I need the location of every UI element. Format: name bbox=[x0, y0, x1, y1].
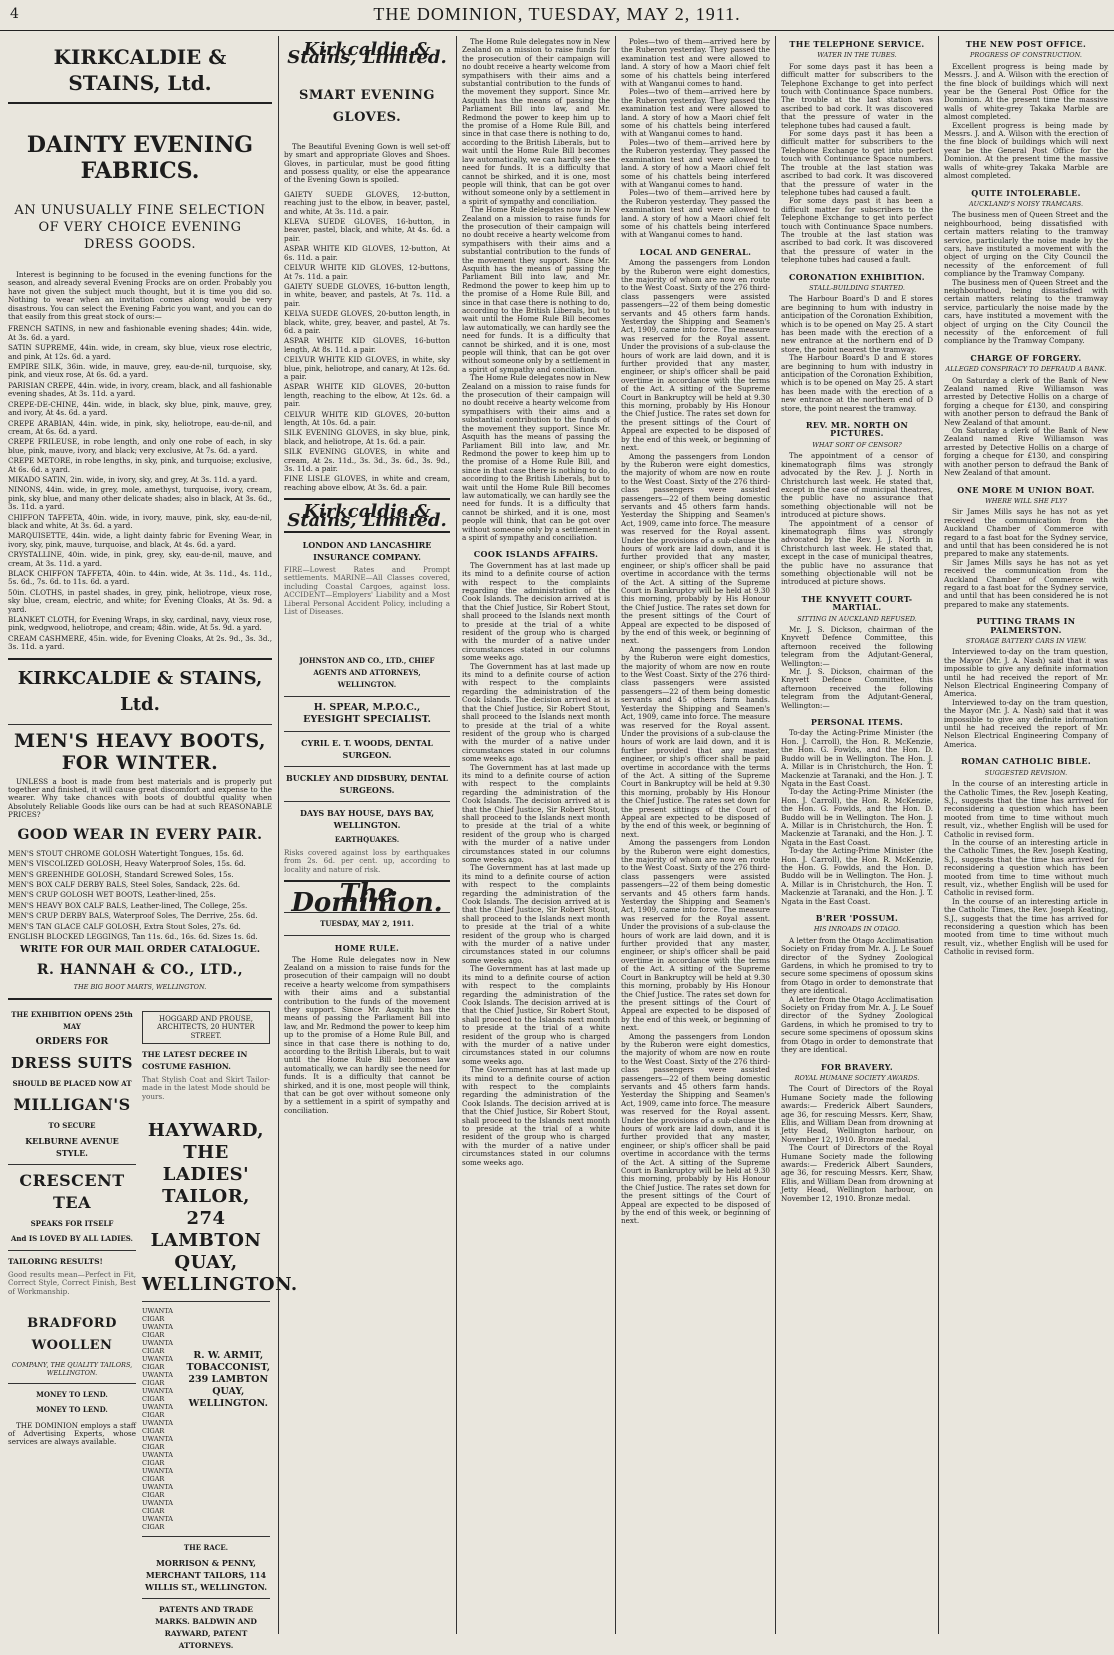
editorial-body: The Home Rule delegates now in New Zealand on a mission to raise funds for the prosecution of their campaign will no doubt receive a hearty welcome from sympathisers with their aims and a substantial contribution to the funds of the movement they support. Since Mr. Asquith has the means of passing the Parliament Bill into law, and Mr. Redmond the power to keep him up to the promise of a Home Rule Bill, and since in that case there is nothing to do, according to the British Liberals, but to wait until the Home Rule Bill becomes law automatically, we can hardly see the need for funds. It is a difficulty that cannot be shirked, and it is one, most people will think, that can be got over without someone only by a settlement in a spirit of sympathy and conciliation. bbox=[462, 205, 610, 374]
tel-body: For some days past it has been a difficult matter for subscribers to the Telephone Exchange to get into perfect touch with Continuance Space numbers. The trouble at the last station was ascribed to bad cork. It was discovered that the pressure of water in the telephone tubes had caused a fault. bbox=[781, 129, 933, 197]
placed-now: SHOULD BE PLACED NOW AT bbox=[12, 1078, 132, 1088]
editorial-body: The Home Rule delegates now in New Zealand on a mission to raise funds for the prosecution of their campaign will no doubt receive a hearty welcome from sympathisers with their aims and a substantial contribution to the funds of the movement they support. Since Mr. Asquith has the means of passing the Parliament Bill into law, and Mr. Redmond the power to keep him up to the promise of a Home Rule Bill, and since in that case there is nothing to do, according to the British Liberals, but to wait until the Home Rule Bill becomes law automatically, we can hardly see the need for funds. It is a difficulty that cannot be shirked, and it is one, most people will think, that can be got over without someone only by a settlement in a spirit of sympathy and conciliation. bbox=[462, 37, 610, 206]
cigar-brand-line: UWANTA CIGAR bbox=[142, 1322, 173, 1339]
tailoring: TAILORING RESULTS! bbox=[8, 1256, 103, 1266]
glove-list bbox=[284, 191, 450, 492]
column-rule bbox=[278, 36, 279, 1634]
tel-title: THE TELEPHONE SERVICE. bbox=[789, 39, 925, 49]
catholic-body: In the course of an interesting article in the Catholic Times, the Rev. Joseph Keating, S.J., suggests that the time has arrived for reconsidering a question which has been mooted from time to time without much result, viz., whether English will be used for Catholic in revised form. bbox=[944, 896, 1108, 957]
continuation: Poles—two of them—arrived here by the Ruberon yesterday. They passed the examination test and were allowed to land. A story of how a Maori chief felt some of his chattels being interfered with at Wanganui comes to hand. bbox=[621, 137, 770, 189]
race-heading: THE RACE. bbox=[183, 1542, 229, 1552]
list-item: KLEVA SUEDE GLOVES, 16-button, in beaver, pastel, black, and white, At 4s. 6d. a pair. bbox=[284, 217, 450, 243]
divider bbox=[8, 998, 272, 1000]
boot-list bbox=[8, 850, 272, 942]
list-item: CREPE ARABIAN, 44in. wide, in pink, sky, heliotrope, eau-de-nil, and cream, At 6s. 6d. a yard. bbox=[8, 418, 272, 436]
column-4 bbox=[621, 38, 770, 1633]
list-item: ASPAR WHITE KID GLOVES, 20-button length, reaching to the elbow, At 12s. 6d. a pair. bbox=[284, 382, 450, 409]
catholic-title: ROMAN CATHOLIC BIBLE. bbox=[960, 756, 1092, 767]
local-body: Among the passengers from London by the Ruberon were eight domestics, the majority of whom are now en route to the West Coast. Sixty of the 276 third-class passengers were assisted passengers—22 of them being domestic servants and 45 others farm hands. Yesterday the Shipping and Seamen's Act, 1909, came into force. The measure was reserved for the Royal assent. Under the provisions of a sub-clause the hours of work are laid down, and it is further provided that any master, engineer, or ship's officer shall be paid overtime in accordance with the terms of the Act. A sitting of the Supreme Court in Bankruptcy will be held at 9.30 this morning, probably by His Honour the Chief Justice. The rates set down for the present sittings of the Court of Appeal are expected to be disposed of by the end of this week, or beginning of next. bbox=[621, 1031, 770, 1226]
hayward: HAYWARD, THE LADIES' TAILOR, 274 LAMBTON QUAY, WELLINGTON. bbox=[142, 1119, 298, 1295]
boots-title: MEN'S HEAVY BOOTS, FOR WINTER. bbox=[13, 729, 267, 774]
hannah-name: R. HANNAH & CO., LTD., bbox=[36, 962, 244, 979]
ad-title: DAINTY EVENING FABRICS. bbox=[26, 132, 254, 184]
coronation-sub: STALL-BUILDING STARTED. bbox=[809, 283, 905, 292]
cigar-brand-line: UWANTA CIGAR bbox=[142, 1402, 173, 1419]
speaks: SPEAKS FOR ITSELF bbox=[30, 1218, 114, 1228]
cigar-brand-line: UWANTA CIGAR bbox=[142, 1498, 173, 1515]
personal-body: To-day the Acting-Prime Minister (the Hon. J. Carroll), the Hon. R. McKenzie, the Hon. G. Fowlds, and the Hon. D. Buddo will be in Wellington. The Hon. J. A. Millar is in Christchurch, the Hon. T. Mackenzie at Taranaki, and the Hon. J. T. Ngata in the East Coast. bbox=[781, 728, 933, 788]
divider bbox=[142, 1598, 270, 1599]
advertiser-name: KIRKCALDIE & STAINS, Ltd. bbox=[17, 667, 263, 715]
armit: R. W. ARMIT, TOBACCONIST, 239 LAMBTON QUAY, WELLINGTON. bbox=[186, 1349, 270, 1409]
column-5 bbox=[781, 38, 933, 1633]
crescent-tea: CRESCENT TEA bbox=[19, 1170, 125, 1212]
days-bay-ad: DAYS BAY HOUSE, DAYS BAY, WELLINGTON. bbox=[299, 808, 435, 831]
quite-body: The business men of Queen Street and the neighbourhood, being dissatisfied with certain matters relating to the tramway service, particularly the noise made by the cars, have instituted a movement with the object of urging on the City Council the necessity of the enforcement of full compliance by the Tramway Company. bbox=[944, 277, 1108, 346]
cigar-brand-line: UWANTA CIGAR bbox=[142, 1354, 173, 1371]
cook-body: The Government has at last made up its mind to a definite course of action with respect to the complaints regarding the administration of the Cook Islands. The decision arrived at is that the Chief Justice, Sir Robert Stout, shall proceed to the Islands next month to preside at the trial of a white resident of the group who is charged with the murder of a native under circumstances stated in our columns some weeks ago. bbox=[462, 964, 610, 1066]
divider bbox=[8, 1383, 136, 1384]
text-block: That Stylish Coat and Skirt Tailor-made in the latest Mode should be yours. bbox=[142, 1074, 270, 1101]
list-item: SILK EVENING GLOVES, in white and cream, At 2s. 11d., 3s. 3d., 3s. 6d., 3s. 9d., 3s. 11d. a pair. bbox=[284, 447, 450, 474]
putting-body: Interviewed to-day on the tram question, the Mayor (Mr. J. A. Nash) said that it was impossible to give any definite information until he had received the report of Mr. Nelson Electrical Engineering Company of America. bbox=[944, 697, 1108, 749]
list-item: MEN'S GREENHIDE GOLOSH, Standard Screwed Soles, 15s. bbox=[8, 869, 234, 879]
putting-title: PUTTING TRAMS IN PALMERSTON. bbox=[976, 616, 1076, 635]
putting-body: Interviewed to-day on the tram question, the Mayor (Mr. J. A. Nash) said that it was impossible to give any definite information until he had received the report of Mr. Nelson Electrical Engineering Company of America. bbox=[944, 647, 1108, 699]
cook-body: The Government has at last made up its mind to a definite course of action with respect to the complaints regarding the administration of the Cook Islands. The decision arrived at is that the Chief Justice, Sir Robert Stout, shall proceed to the Islands next month to preside at the trial of a white resident of the group who is charged with the murder of a native under circumstances stated in our columns some weeks ago. bbox=[462, 560, 610, 663]
list-item: ASPAR WHITE KID GLOVES, 16-button length, At 8s. 11d. a pair. bbox=[284, 336, 450, 354]
continuation: Poles—two of them—arrived here by the Ruberon yesterday. They passed the examination test and were allowed to land. A story of how a Maori chief felt some of his chattels being interfered with at Wanganui comes to hand. bbox=[621, 37, 770, 89]
bradford-sub: COMPANY, THE QUALITY TAILORS, WELLINGTON. bbox=[11, 1360, 133, 1378]
possum-body: A letter from the Otago Acclimatisation Society on Friday from Mr. A. J. Le Souef director of the Sydney Zoological Gardens, in which he promised to try to secure some specimens of opossum skins from Otago in order to demonstrate that they are identical. bbox=[781, 935, 933, 996]
cigar-brand-line: UWANTA CIGAR bbox=[142, 1466, 173, 1483]
cigar-brand-line: UWANTA CIGAR bbox=[142, 1386, 173, 1403]
union-sub: WHERE WILL SHE FLY? bbox=[985, 496, 1067, 505]
list-item: CREPE METORE, in robe lengths, in sky, pink, and turquoise; exclusive, At 6s. 6d. a yard. bbox=[8, 456, 272, 474]
catholic-body: In the course of an interesting article in the Catholic Times, the Rev. Joseph Keating, S.J., suggests that the time has arrived for reconsidering a question which has been mooted from time to time without much result, viz., whether English will be used for Catholic in revised form. bbox=[944, 779, 1108, 839]
list-item: MEN'S TAN GLACE CALF GOLOSH, Extra Stout Soles, 27s. 6d. bbox=[8, 921, 241, 931]
kelburne: KELBURNE AVENUE STYLE. bbox=[25, 1135, 119, 1158]
divider bbox=[284, 731, 450, 732]
divider bbox=[8, 102, 272, 104]
list-item: CELVUR WHITE KID GLOVES, 12-buttons, At 7s. 11d. a pair. bbox=[284, 263, 450, 281]
union-title: ONE MORE M UNION BOAT. bbox=[957, 484, 1095, 495]
column-rule bbox=[775, 36, 776, 1634]
post-body: Excellent progress is being made by Messrs. J. and A. Wilson with the erection of the fine block of buildings which will next year be the General Post Office for the Dominion. At the present time the massive walls of white-grey Takaka Marble are almost completed. bbox=[944, 120, 1108, 181]
coronation-body: The Harbour Board's D and E stores are beginning to hum with industry in anticipation of the Coronation Exhibition, which is to be opened on May 25. A start has been made with the erection of a new entrance at the northern end of D store, the point nearest the tramway. bbox=[781, 353, 933, 413]
page-number: 4 bbox=[10, 6, 19, 22]
ad-intro: Interest is beginning to be focused in the evening functions for the season, and already several Evening Frocks are on order. Probably you have not given the subject much thought, but it is time you did so. Nothing to wear when an invitation comes along would be very disastrous. You can select the Evening Fabric you want, and you can do that easily from this great stock of ours:— bbox=[8, 270, 272, 322]
list-item: BLACK CHIFFON TAFFETA, 40in. to 44in. wide, At 3s. 11d., 4s. 11d., 5s. 6d., 7s. 6d. to 11s. 6d. a yard. bbox=[8, 569, 272, 587]
list-item: CRYSTALLINE, 40in. wide, in pink, grey, sky, eau-de-nil, mauve, and cream, At 3s. 11d. a yard. bbox=[8, 550, 272, 568]
editorial-title: HOME RULE. bbox=[334, 943, 400, 954]
cigar-brand-line: UWANTA CIGAR bbox=[142, 1338, 173, 1355]
column-2 bbox=[284, 38, 450, 1633]
list-item: ASPAR WHITE KID GLOVES, 12-button, At 6s. 11d. a pair. bbox=[284, 244, 450, 262]
latest-decree: THE LATEST DECREE IN COSTUME FASHION. bbox=[142, 1049, 248, 1071]
list-item: GAIETY SUEDE GLOVES, 16-button length, in white, beaver, and pastels, At 7s. 11d. a pair. bbox=[284, 281, 450, 308]
advertiser-name: Kirkcaldie & Stains, Limited. bbox=[287, 39, 447, 69]
list-item: MEN'S CRUP DERBY BALS, Waterproof Soles, The Derrive, 25s. 6d. bbox=[8, 911, 258, 921]
north-sub: WHAT SORT OF CENSOR? bbox=[812, 440, 902, 449]
lower-ads-right bbox=[142, 1006, 298, 1655]
divider bbox=[142, 1536, 270, 1537]
orders-for: ORDERS FOR bbox=[35, 1035, 109, 1047]
knyvett-body: Mr. J. S. Dickson, chairman of the Knyvett Defence Committee, this afternoon received the following telegram from the Adjutant-General, Wellington:— bbox=[781, 667, 933, 710]
boots-intro: UNLESS a boot is made from best materials and is properly put together and finished, it will cause great discomfort and expense to the wearer. Why take chances with boots of doubtful quality when Absolutely Reliable Goods like ours can be had at such REASONABLE PRICES? bbox=[8, 776, 272, 820]
possum-body: A letter from the Otago Acclimatisation Society on Friday from Mr. A. J. Le Souef director of the Sydney Zoological Gardens, in which he promised to try to secure some specimens of opossum skins from Otago in order to demonstrate that they are identical. bbox=[781, 994, 933, 1055]
cigar-brand-line: UWANTA CIGAR bbox=[142, 1482, 173, 1499]
editorial-masthead: The Dominion. bbox=[291, 879, 443, 918]
list-item: EMPIRE SILK, 36in. wide, in mauve, grey, eau-de-nil, turquoise, sky, pink, and vieux rose, At 6s. 6d. a yard. bbox=[8, 362, 272, 380]
cigar-ad bbox=[142, 1307, 270, 1531]
buckley-ad: BUCKLEY AND DIDSBURY, DENTAL SURGEONS. bbox=[286, 773, 448, 796]
cigar-brand-line: UWANTA CIGAR bbox=[142, 1418, 173, 1435]
knyvett-body: Mr. J. S. Dickson, chairman of the Knyvett Defence Committee, this afternoon received the following telegram from the Adjutant-General, Wellington:— bbox=[781, 625, 933, 668]
list-item: NINONS, 44in. wide, in grey, mole, amethyst, turquoise, ivory, cream, pink, sky blue, and many other delicate shades; also in black, At 3s. 6d., 3s. 11d. a yard. bbox=[8, 485, 272, 512]
catalogue-line: WRITE FOR OUR MAIL ORDER CATALOGUE. bbox=[19, 944, 260, 956]
dress-suits: DRESS SUITS bbox=[11, 1053, 133, 1072]
possum-sub: HIS INROADS IN OTAGO. bbox=[813, 925, 901, 934]
divider bbox=[284, 531, 450, 533]
north-title: REV. MR. NORTH ON PICTURES. bbox=[805, 420, 909, 439]
catholic-body: In the course of an interesting article in the Catholic Times, the Rev. Joseph Keating, S.J., suggests that the time has arrived for reconsidering a question which has been mooted from time to time without much result, viz., whether English will be used for Catholic in revised form. bbox=[944, 837, 1108, 898]
tel-body: For some days past it has been a difficult matter for subscribers to the Telephone Exchange to get into perfect touch with Continuance Space numbers. The trouble at the last station was ascribed to bad cork. It was discovered that the pressure of water in the telephone tubes had caused a fault. bbox=[781, 196, 933, 265]
masthead bbox=[0, 0, 1114, 31]
cook-body: The Government has at last made up its mind to a definite course of action with respect to the complaints regarding the administration of the Cook Islands. The decision arrived at is that the Chief Justice, Sir Robert Stout, shall proceed to the Islands next month to preside at the trial of a white resident of the group who is charged with the murder of a native under circumstances stated in our columns some weeks ago. bbox=[462, 762, 610, 864]
list-item: CREPE-DE-CHINE, 44in. wide, in black, sky blue, pink, mauve, grey, and ivory, At 4s. 6d. a yard. bbox=[8, 399, 272, 418]
quite-title: QUITE INTOLERABLE. bbox=[971, 187, 1081, 198]
quite-sub: AUCKLAND'S NOISY TRAMCARS. bbox=[968, 199, 1084, 208]
list-item: FRENCH SATINS, in new and fashionable evening shades; 44in. wide, At 3s. 6d. a yard. bbox=[8, 324, 272, 342]
money-to-lend: MONEY TO LEND. bbox=[36, 1389, 108, 1399]
personal-body: To-day the Acting-Prime Minister (the Hon. J. Carroll), the Hon. R. McKenzie, the Hon. G. Fowlds, and the Hon. D. Buddo will be in Wellington. The Hon. J. A. Millar is in Christchurch, the Hon. T. Mackenzie at Taranaki, and the Hon. J. T. Ngata in the East Coast. bbox=[781, 787, 933, 847]
personal-body: To-day the Acting-Prime Minister (the Hon. J. Carroll), the Hon. R. McKenzie, the Hon. G. Fowlds, and the Hon. D. Buddo will be in Wellington. The Hon. J. A. Millar is in Christchurch, the Hon. T. Mackenzie at Taranaki, and the Hon. J. T. Ngata in the East Coast. bbox=[781, 846, 933, 906]
list-item: MEN'S STOUT CHROME GOLOSH Watertight Tongues, 15s. 6d. bbox=[8, 848, 244, 858]
bradford: BRADFORD WOOLLEN bbox=[27, 1315, 117, 1353]
column-1 bbox=[8, 38, 298, 1650]
north-body: The appointment of a censor of kinematograph films was strongly advocated by the Rev. J. J. North in Christchurch last week. He stated that, except in the case of municipal theatres, the public have no assurance that something objectionable will not be introduced at picture shows. bbox=[781, 518, 933, 587]
forgery-title: CHARGE OF FORGERY. bbox=[970, 352, 1082, 363]
catholic-sub: SUGGESTED REVISION. bbox=[984, 768, 1068, 777]
hannah-sub: THE BIG BOOT MARTS, WELLINGTON. bbox=[73, 983, 207, 992]
divider bbox=[284, 498, 450, 500]
local-body: Among the passengers from London by the Ruberon were eight domestics, the majority of whom are now en route to the West Coast. Sixty of the 276 third-class passengers were assisted passengers—22 of them being domestic servants and 45 others farm hands. Yesterday the Shipping and Seamen's Act, 1909, came into force. The measure was reserved for the Royal assent. Under the provisions of a sub-clause the hours of work are laid down, and it is further provided that any master, engineer, or ship's officer shall be paid overtime in accordance with the terms of the Act. A sitting of the Supreme Court in Bankruptcy will be held at 9.30 this morning, probably by His Honour the Chief Justice. The rates set down for the present sittings of the Court of Appeal are expected to be disposed of by the end of this week, or beginning of next. bbox=[621, 451, 770, 646]
divider bbox=[284, 696, 450, 697]
cigar-brand-line: UWANTA CIGAR bbox=[142, 1306, 173, 1323]
cigar-brand-line: UWANTA CIGAR bbox=[142, 1434, 173, 1451]
bravery-body: The Court of Directors of the Royal Humane Society made the following awards:— Frederick Albert Saunders, age 36, for rescuing Messrs. Kerr, Shaw, Ellis, and William Dean from drowning at Jetty Head, Wellington harbour, on November 12, 1910. Bronze medal. bbox=[781, 1084, 933, 1144]
coronation-body: The Harbour Board's D and E stores are beginning to hum with industry in anticipation of the Coronation Exhibition, which is to be opened on May 25. A start has been made with the erection of a new entrance at the northern end of D store, the point nearest the tramway. bbox=[781, 294, 933, 354]
list-item: MIKADO SATIN, 2in. wide, in ivory, sky, and grey, At 3s. 11d. a yard. bbox=[8, 474, 258, 484]
column-rule bbox=[456, 36, 457, 1634]
bravery-title: FOR BRAVERY. bbox=[820, 1061, 894, 1072]
forgery-body: On Saturday a clerk of the Bank of New Zealand named Rive Williamson was arrested by Detective Hollis on a charge of forging a cheque for £130, and conspiring with another person to defraud the Bank of New Zealand of that amount. bbox=[944, 426, 1108, 478]
lower-ads-left bbox=[8, 1006, 136, 1655]
cigar-brand-line: UWANTA CIGAR bbox=[142, 1370, 173, 1387]
earthquakes: EARTHQUAKES. bbox=[334, 835, 400, 845]
knyvett-title: THE KNYVETT COURT-MARTIAL. bbox=[801, 593, 913, 613]
continuation: Poles—two of them—arrived here by the Ruberon yesterday. They passed the examination test and were allowed to land. A story of how a Maori chief felt some of his chattels being interfered with at Wanganui comes to hand. bbox=[621, 188, 770, 240]
post-body: Excellent progress is being made by Messrs. J. and A. Wilson with the erection of the fine block of buildings which will next year be the General Post Office for the Dominion. At the present time the massive walls of white-grey Takaka Marble are almost completed. bbox=[944, 61, 1108, 122]
insurance-ad: LONDON AND LANCASHIRE INSURANCE COMPANY. bbox=[302, 540, 432, 563]
list-item: 50in. CLOTHS, in pastel shades, in grey, pink, heliotrope, vieux rose, sky blue, cream, electric, and white; for Evening Cloaks, At 3s. 9d. a yard. bbox=[8, 587, 272, 614]
divider bbox=[284, 766, 450, 767]
quite-body: The business men of Queen Street and the neighbourhood, being dissatisfied with certain matters relating to the tramway service, particularly the noise made by the cars, have instituted a movement with the object of urging on the City Council the necessity of the enforcement of full compliance by the Tramway Company. bbox=[944, 210, 1108, 279]
divider bbox=[8, 658, 272, 660]
list-item: MEN'S HEAVY BOX CALF BALS, Leather-lined, The College, 25s. bbox=[8, 900, 248, 910]
editorial-body: The Home Rule delegates now in New Zealand on a mission to raise funds for the prosecution of their campaign will no doubt receive a hearty welcome from sympathisers with their aims and a substantial contribution to the funds of the movement they support. Since Mr. Asquith has the means of passing the Parliament Bill into law, and Mr. Redmond the power to keep him up to the promise of a Home Rule Bill, and since in that case there is nothing to do, according to the British Liberals, but to wait until the Home Rule Bill becomes law automatically, we can hardly see the need for funds. It is a difficulty that cannot be shirked, and it is one, most people will think, that can be got over without someone only by a settlement in a spirit of sympathy and conciliation. bbox=[462, 373, 610, 542]
continuation: Poles—two of them—arrived here by the Ruberon yesterday. They passed the examination test and were allowed to land. A story of how a Maori chief felt some of his chattels being interfered with at Wanganui comes to hand. bbox=[621, 87, 770, 139]
divider bbox=[8, 724, 272, 725]
milligans: MILLIGAN'S bbox=[13, 1094, 131, 1114]
gloves-intro: The Beautiful Evening Gown is well set-off by smart and appropriate Gloves and Shoes. Gloves, in particular, must be good fitting and possess quality, or else the appearance of the Evening Gown is spoiled. bbox=[284, 141, 450, 185]
woods-ad: CYRIL E. T. WOODS, DENTAL SURGEON. bbox=[301, 738, 433, 761]
list-item: MEN'S CRUP GOLOSH WET BOOTS, Leather-lined, 25s. bbox=[8, 890, 216, 900]
forgery-body: On Saturday a clerk of the Bank of New Zealand named Rive Williamson was arrested by Detective Hollis on a charge of forging a cheque for £130, and conspiring with another person to defraud the Bank of New Zealand of that amount. bbox=[944, 375, 1108, 427]
dominion-note: THE DOMINION employs a staff of Advertising Experts, whose services are always available. bbox=[8, 1420, 136, 1447]
knyvett-sub: SITTING IN AUCKLAND REFUSED. bbox=[797, 614, 917, 623]
list-item: SILK EVENING GLOVES, in sky blue, pink, black, and heliotrope, At 1s. 6d. a pair. bbox=[284, 428, 450, 446]
text-block: Good results mean—Perfect in Fit, Correct Style, Correct Finish, Best of Workmanship. bbox=[8, 1269, 136, 1296]
list-item: MARQUISETTE, 44in. wide, a light dainty fabric for Evening Wear, in ivory, sky, pink, mauve, turquoise, and black, At 4s. 6d. a yard. bbox=[8, 531, 272, 549]
list-item: PARISIAN CREPE, 44in. wide, in ivory, cream, black, and all fashionable evening shades, At 3s. 11d. a yard. bbox=[8, 380, 272, 399]
divider bbox=[284, 935, 450, 936]
text-block: Risks covered against loss by earthquakes from 2s. 6d. per cent. up, according to locality and nature of risk. bbox=[284, 848, 450, 874]
list-item: SATIN SUPREME, 44in. wide, in cream, sky blue, vieux rose electric, and pink, At 12s. 6d. a yard. bbox=[8, 343, 272, 361]
ad-subtitle: AN UNUSUALLY FINE SELECTION OF VERY CHOICE EVENING DRESS GOODS. bbox=[14, 203, 266, 252]
north-body: The appointment of a censor of kinematograph films was strongly advocated by the Rev. J. J. North in Christchurch last week. He stated that, except in the case of municipal theatres, the public have no assurance that something objectionable will not be introduced at picture shows. bbox=[781, 451, 933, 520]
list-item: CELVUR WHITE KID GLOVES, 20-button length, At 10s. 6d. a pair. bbox=[284, 409, 450, 427]
divider bbox=[284, 801, 450, 802]
bravery-body: The Court of Directors of the Royal Humane Society made the following awards:— Frederick Albert Saunders, age 36, for rescuing Messrs. Kerr, Shaw, Ellis, and William Dean from drowning at Jetty Head, Wellington harbour, on November 12, 1910. Bronze medal. bbox=[781, 1143, 933, 1203]
money-to-lend: MONEY TO LEND. bbox=[36, 1404, 108, 1414]
hoggard-ad: HOGGARD AND PROUSE, ARCHITECTS, 20 HUNTER STREET. bbox=[142, 1011, 270, 1044]
union-body: Sir James Mills says he has not as yet received the communication from the Auckland Chamber of Commerce with regard to a fast boat for the Sydney service, and until that has been considered he is not prepared to make any statements. bbox=[944, 557, 1108, 609]
cook-body: The Government has at last made up its mind to a definite course of action with respect to the complaints regarding the administration of the Cook Islands. The decision arrived at is that the Chief Justice, Sir Robert Stout, shall proceed to the Islands next month to preside at the trial of a white resident of the group who is charged with the murder of a native under circumstances stated in our columns some weeks ago. bbox=[462, 1065, 610, 1167]
local-title: LOCAL AND GENERAL. bbox=[639, 246, 752, 257]
newspaper-title: THE DOMINION, TUESDAY, MAY 2, 1911. bbox=[373, 4, 741, 24]
secure: TO SECURE bbox=[48, 1120, 96, 1130]
insurance-agents: JOHNSTON AND CO., LTD., CHIEF AGENTS AND ATTORNEYS, WELLINGTON. bbox=[299, 656, 435, 690]
good-wear-heading: GOOD WEAR IN EVERY PAIR. bbox=[17, 826, 263, 843]
list-item: KELVA SUEDE GLOVES, 20-button length, in black, white, grey, beaver, and pastel, At 7s. 6d. a pair. bbox=[284, 309, 450, 335]
loved: And IS LOVED BY ALL LADIES. bbox=[10, 1233, 133, 1243]
cook-body: The Government has at last made up its mind to a definite course of action with respect to the complaints regarding the administration of the Cook Islands. The decision arrived at is that the Chief Justice, Sir Robert Stout, shall proceed to the Islands next month to preside at the trial of a white resident of the group who is charged with the murder of a native under circumstances stated in our columns some weeks ago. bbox=[462, 863, 610, 965]
putting-sub: STORAGE BATTERY CARS IN VIEW. bbox=[965, 637, 1087, 645]
column-3 bbox=[462, 38, 610, 1633]
list-item: MEN'S VISCOLIZED GOLOSH, Heavy Waterproof Soles, 15s. 6d. bbox=[8, 859, 246, 869]
morrison: MORRISON & PENNY, MERCHANT TAILORS, 114 WILLIS ST., WELLINGTON. bbox=[144, 1557, 268, 1592]
spear-ad: H. SPEAR, M.P.O.C., EYESIGHT SPECIALIST. bbox=[303, 702, 431, 726]
local-body: Among the passengers from London by the Ruberon were eight domestics, the majority of whom are now en route to the West Coast. Sixty of the 276 third-class passengers were assisted passengers—22 of them being domestic servants and 45 others farm hands. Yesterday the Shipping and Seamen's Act, 1909, came into force. The measure was reserved for the Royal assent. Under the provisions of a sub-clause the hours of work are laid down, and it is further provided that any master, engineer, or ship's officer shall be paid overtime in accordance with the terms of the Act. A sitting of the Supreme Court in Bankruptcy will be held at 9.30 this morning, probably by His Honour the Chief Justice. The rates set down for the present sittings of the Court of Appeal are expected to be disposed of by the end of this week, or beginning of next. bbox=[621, 838, 770, 1033]
list-item: CHIFFON TAFFETA, 40in. wide, in ivory, mauve, pink, sky, eau-de-nil, black and white, At 3s. 6d. a yard. bbox=[8, 512, 272, 530]
patents: PATENTS AND TRADE MARKS. BALDWIN AND RAYWARD, PATENT ATTORNEYS. bbox=[155, 1604, 257, 1650]
advertiser-name: KIRKCALDIE & STAINS, Ltd. bbox=[53, 45, 227, 95]
cigar-brand-line: UWANTA CIGAR bbox=[142, 1514, 173, 1531]
lower-ads bbox=[8, 1006, 298, 1655]
post-title: THE NEW POST OFFICE. bbox=[965, 39, 1087, 49]
cook-body: The Government has at last made up its mind to a definite course of action with respect to the complaints regarding the administration of the Cook Islands. The decision arrived at is that the Chief Justice, Sir Robert Stout, shall proceed to the Islands next month to preside at the trial of a white resident of the group who is charged with the murder of a native under circumstances stated in our columns some weeks ago. bbox=[462, 661, 610, 764]
list-item: MEN'S BOX CALF DERBY BALS, Steel Soles, Sandack, 22s. 6d. bbox=[8, 879, 240, 889]
list-item: CREPE FRILEUSE, in robe length, and only one robe of each, in sky blue, pink, mauve, ivory, and black; very exclusive, At 7s. 6d. a yard. bbox=[8, 437, 272, 455]
text-block: FIRE—Lowest Rates and Prompt settlements. MARINE—All Classes covered, including Coastal Cargoes, against loss. ACCIDENT—Employers' Liability and a Most Liberal Personal Accident Policy, including a List of Diseases. bbox=[284, 565, 450, 617]
list-item: GAIETY SUEDE GLOVES, 12-button, reaching just to the elbow, in beaver, pastel, and white, At 3s. 11d. a pair. bbox=[284, 189, 450, 216]
personal-title: PERSONAL ITEMS. bbox=[810, 717, 904, 728]
cigar-brand-column bbox=[142, 1307, 187, 1531]
local-body: Among the passengers from London by the Ruberon were eight domestics, the majority of whom are now en route to the West Coast. Sixty of the 276 third-class passengers were assisted passengers—22 of them being domestic servants and 45 others farm hands. Yesterday the Shipping and Seamen's Act, 1909, came into force. The measure was reserved for the Royal assent. Under the provisions of a sub-clause the hours of work are laid down, and it is further provided that any master, engineer, or ship's officer shall be paid overtime in accordance with the terms of the Act. A sitting of the Supreme Court in Bankruptcy will be held at 9.30 this morning, probably by His Honour the Chief Justice. The rates set down for the present sittings of the Court of Appeal are expected to be disposed of by the end of this week, or beginning of next. bbox=[621, 258, 770, 453]
coronation-title: CORONATION EXHIBITION. bbox=[789, 271, 925, 282]
union-body: Sir James Mills says he has not as yet received the communication from the Auckland Chamber of Commerce with regard to a fast boat for the Sydney service, and until that has been considered he is not prepared to make any statements. bbox=[944, 507, 1108, 559]
divider bbox=[8, 1250, 136, 1251]
post-sub: PROGRESS OF CONSTRUCTION. bbox=[970, 51, 1082, 60]
list-item: BLANKET CLOTH, for Evening Wraps, in sky, cardinal, navy, vieux rose, pink, wedgwood, heliotrope, and cream; 48in. wide, At 5s. 9d. a yard. bbox=[8, 615, 272, 633]
list-item: FINE LISLE GLOVES, in white and cream, reaching above elbow, At 3s. 6d. a pair. bbox=[284, 474, 450, 492]
tel-body: For some days past it has been a difficult matter for subscribers to the Telephone Exchange to get into perfect touch with Continuance Space numbers. The trouble at the last station was ascribed to bad cork. It was discovered that the pressure of water in the telephone tubes had caused a fault. bbox=[781, 61, 933, 130]
gloves-title: SMART EVENING GLOVES. bbox=[299, 87, 435, 125]
column-rule bbox=[615, 36, 616, 1634]
divider bbox=[142, 1301, 270, 1302]
bravery-sub: ROYAL HUMANE SOCIETY AWARDS. bbox=[794, 1073, 920, 1082]
advertiser-name: Kirkcaldie & Stains, Limited. bbox=[287, 501, 447, 531]
cigar-brand-line: UWANTA CIGAR bbox=[142, 1450, 173, 1467]
editorial-date: TUESDAY, MAY 2, 1911. bbox=[320, 919, 414, 929]
list-item: ENGLISH BLOCKED LEGGINGS, Tan 11s. 6d., 16s. 6d. Sizes 1s. 6d. bbox=[8, 931, 258, 941]
column-rule bbox=[938, 36, 939, 1634]
local-body: Among the passengers from London by the Ruberon were eight domestics, the majority of whom are now en route to the West Coast. Sixty of the 276 third-class passengers were assisted passengers—22 of them being domestic servants and 45 others farm hands. Yesterday the Shipping and Seamen's Act, 1909, came into force. The measure was reserved for the Royal assent. Under the provisions of a sub-clause the hours of work are laid down, and it is further provided that any master, engineer, or ship's officer shall be paid overtime in accordance with the terms of the Act. A sitting of the Supreme Court in Bankruptcy will be held at 9.30 this morning, probably by His Honour the Chief Justice. The rates set down for the present sittings of the Court of Appeal are expected to be disposed of by the end of this week, or beginning of next. bbox=[621, 644, 770, 839]
cook-title: COOK ISLANDS AFFAIRS. bbox=[473, 549, 599, 560]
editorial-body: The Home Rule delegates now in New Zealand on a mission to raise funds for the prosecution of their campaign will no doubt receive a hearty welcome from sympathisers with their aims and a substantial contribution to the funds of the movement they support. Since Mr. Asquith has the means of passing the Parliament Bill into law, and Mr. Redmond the power to keep him up to the promise of a Home Rule Bill, and since in that case there is nothing to do, according to the British Liberals, but to wait until the Home Rule Bill becomes law automatically, we can hardly see the need for funds. It is a difficulty that cannot be shirked, and it is one, most people will think, that can be got over without someone only by a settlement in a spirit of sympathy and conciliation. bbox=[284, 954, 450, 1115]
list-item: CELVUR WHITE KID GLOVES, in white, sky blue, pink, heliotrope, and canary, At 12s. 6d. a pair. bbox=[284, 355, 450, 381]
possum-title: B'RER 'POSSUM. bbox=[815, 913, 899, 923]
tel-sub: WATER IN THE TUBES. bbox=[817, 51, 897, 60]
column-6 bbox=[944, 38, 1108, 1633]
exhibition-line: THE EXHIBITION OPENS 25th MAY bbox=[11, 1009, 133, 1031]
list-item: CREAM CASHMERE, 45in. wide, for Evening Cloaks, At 2s. 9d., 3s. 3d., 3s. 11d. a yard. bbox=[8, 633, 272, 652]
divider bbox=[8, 1164, 136, 1165]
armit-block bbox=[187, 1307, 270, 1531]
fabric-list bbox=[8, 325, 272, 651]
forgery-sub: ALLEGED CONSPIRACY TO DEFRAUD A BANK. bbox=[945, 365, 1107, 374]
